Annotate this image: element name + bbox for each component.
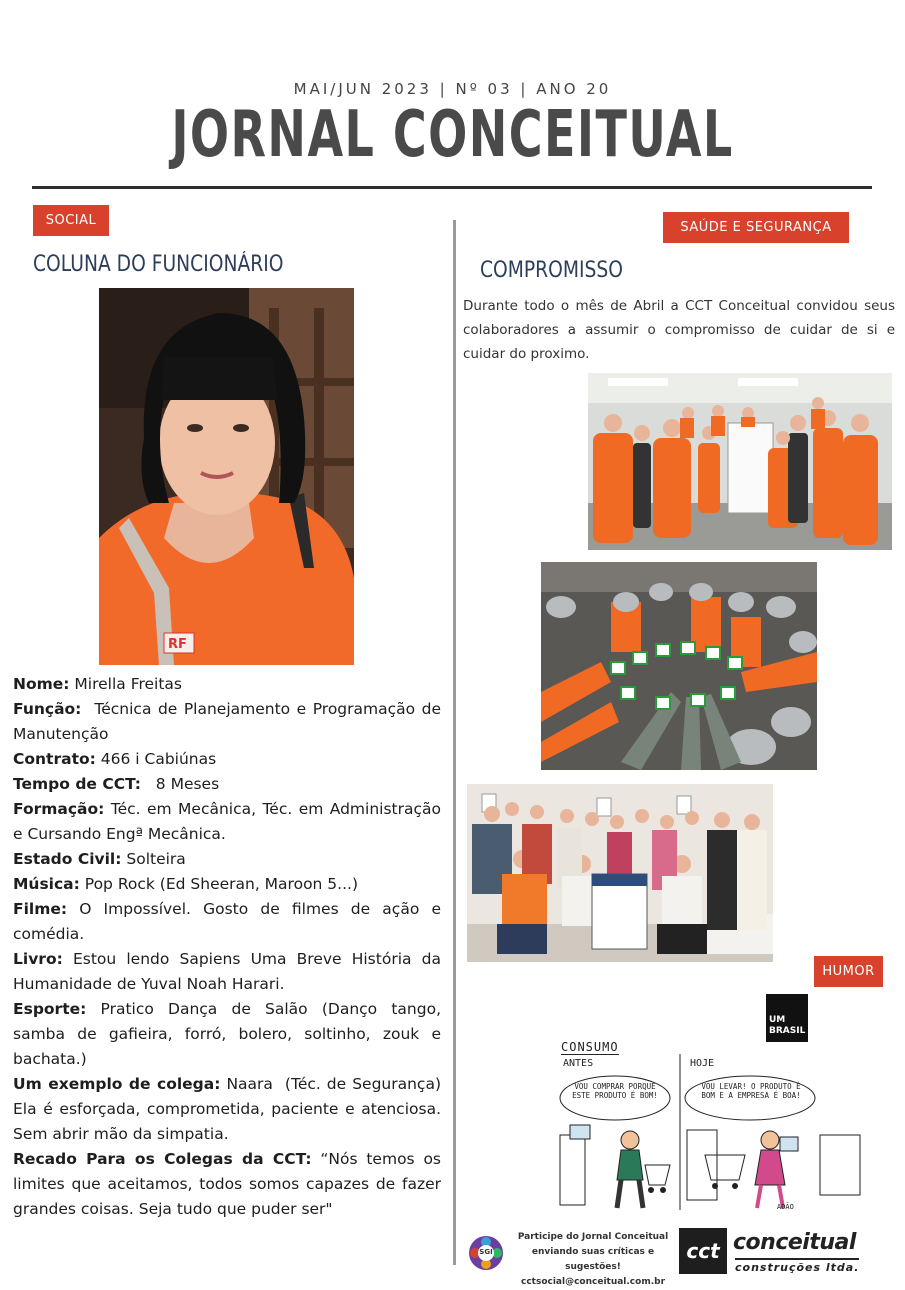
profile-label: Tempo de CCT:: [13, 775, 141, 793]
profile-label: Estado Civil:: [13, 850, 122, 868]
profile-label: Contrato:: [13, 750, 96, 768]
commitment-title: COMPROMISSO: [480, 258, 624, 283]
svg-text:RF: RF: [168, 637, 187, 652]
profile-label: Nome:: [13, 675, 70, 693]
profile-label: Esporte:: [13, 1000, 87, 1018]
profile-value: Pop Rock (Ed Sheeran, Maroon 5...): [79, 875, 358, 893]
cartoon-bubble-before: VOU COMPRAR PORQUE ESTE PRODUTO É BOM!: [572, 1082, 658, 1100]
profile-value: Téc. em Mecânica, Téc. em Administração e Cursando Engª Mecânica.: [13, 800, 446, 843]
sgi-badge: [467, 1234, 505, 1272]
profile-row: [13, 947, 446, 997]
group-photo-2: [541, 562, 817, 770]
masthead-title: JORNAL CONCEITUAL: [171, 98, 734, 172]
issue-line: MAI/JUN 2023 | Nº 03 | ANO 20: [293, 80, 612, 98]
cartoon: [555, 1040, 875, 1215]
header-rule: [32, 186, 872, 189]
cartoon-now-label: HOJE: [690, 1058, 715, 1069]
profile-value: O Impossível. Gosto de filmes de ação e comédia.: [13, 900, 446, 943]
profile-value: “Nós temos os limites que aceitamos, todos somos capazes de fazer grandes coisas. Seja tudo que puder ser": [13, 1150, 446, 1218]
humor-tag: HUMOR: [814, 956, 883, 987]
cct-logo-mark: cct: [679, 1228, 727, 1274]
employee-column-title: COLUNA DO FUNCIONÁRIO: [33, 252, 284, 277]
footer-email[interactable]: cctsocial@conceitual.com.br: [520, 1277, 666, 1287]
profile-value: Estou lendo Sapiens Uma Breve História da Humanidade de Yuval Noah Harari.: [13, 950, 446, 993]
profile-row: [13, 797, 446, 847]
profile-row: [13, 997, 446, 1072]
footer-invite: [516, 1230, 670, 1290]
profile-label: Filme:: [13, 900, 68, 918]
cct-logo-name: conceitual: [733, 1230, 856, 1255]
profile-value: 466 i Cabiúnas: [95, 750, 217, 768]
profile-value: Pratico Dança de Salão (Danço tango, samba de gafieira, forró, bolero, soltinho, zouk e bachata.): [13, 1000, 446, 1068]
profile-label: Um exemplo de colega:: [13, 1075, 221, 1093]
group-photo-1: [588, 373, 892, 550]
employee-photo: [99, 288, 354, 665]
commitment-intro: Durante todo o mês de Abril a CCT Conceitual convidou seus colaboradores a assumir o compromisso de cuidar de si e cuidar do proximo.: [463, 298, 895, 362]
group-photo-3: [467, 784, 773, 962]
social-tag: SOCIAL: [33, 205, 109, 236]
cartoon-before-label: ANTES: [563, 1058, 594, 1069]
cartoon-drawing: [555, 1040, 875, 1215]
profile-row: [13, 1072, 446, 1147]
profile-row: [13, 747, 441, 772]
profile-value: Solteira: [121, 850, 186, 868]
profile-row: [13, 1147, 446, 1222]
profile-label: Música:: [13, 875, 80, 893]
footer-line-2: enviando suas críticas e sugestões!: [531, 1247, 655, 1272]
column-divider: [453, 220, 456, 1265]
cartoon-signature: ADÃO: [777, 1203, 794, 1211]
profile-row: [13, 897, 446, 947]
profile-value: 8 Meses: [141, 775, 220, 793]
um-brasil-text: UM BRASIL: [769, 1015, 806, 1036]
um-brasil-logo: [766, 994, 808, 1042]
profile-row: [13, 672, 441, 697]
sgi-badge-text: SGI: [479, 1248, 493, 1256]
profile-value: Mirella Freitas: [69, 675, 183, 693]
profile-value: Técnica de Planejamento e Programação de Manutenção: [13, 700, 446, 743]
cct-logo-sub: construções ltda.: [735, 1258, 859, 1274]
cct-conceitual-logo: [679, 1228, 861, 1274]
employee-profile: [13, 672, 446, 1222]
cartoon-heading: CONSUMO: [561, 1040, 619, 1054]
profile-row: [13, 697, 446, 747]
profile-label: Função:: [13, 700, 82, 718]
health-safety-tag: SAÚDE E SEGURANÇA: [663, 212, 849, 243]
profile-row: [13, 847, 441, 872]
profile-row: [13, 872, 441, 897]
profile-row: [13, 772, 441, 797]
profile-label: Livro:: [13, 950, 63, 968]
profile-label: Recado Para os Colegas da CCT:: [13, 1150, 312, 1168]
cartoon-bubble-now: VOU LEVAR! O PRODUTO É BOM E A EMPRESA É BOA!: [701, 1082, 801, 1100]
profile-value: Naara (Téc. de Segurança) Ela é esforçada, comprometida, paciente e atenciosa. Sem abrir mão da simpatia.: [13, 1075, 446, 1143]
footer-line-1: Participe do Jornal Conceitual: [517, 1232, 669, 1242]
profile-label: Formação:: [13, 800, 105, 818]
